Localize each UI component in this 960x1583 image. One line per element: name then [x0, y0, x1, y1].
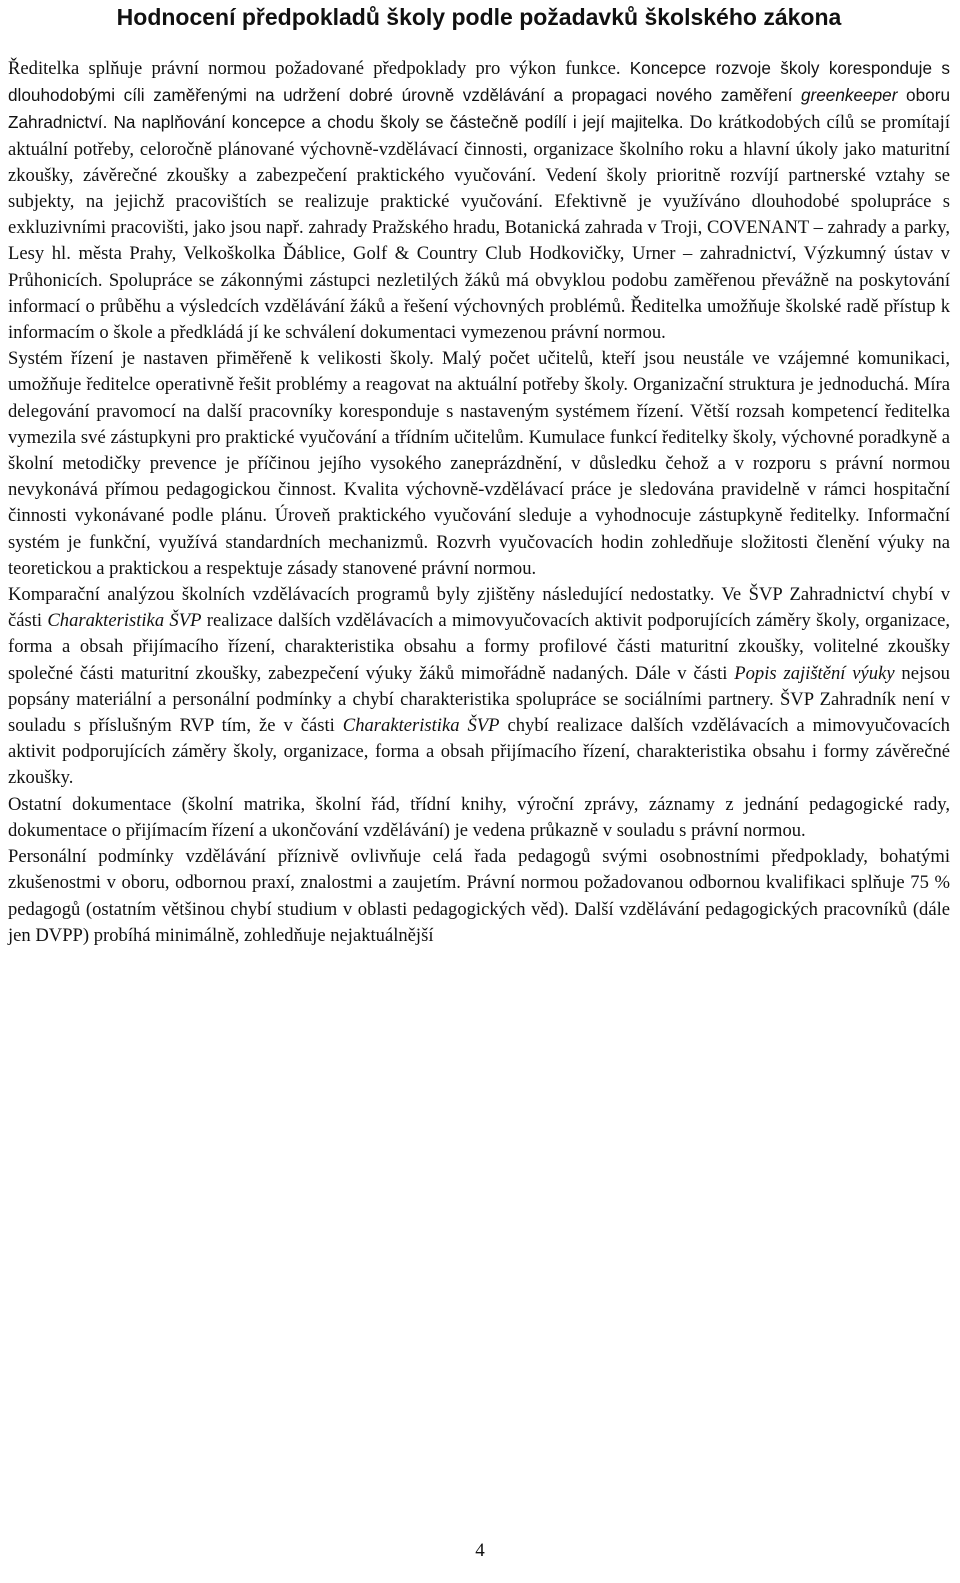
p3-italic-2: Popis zajištění výuky	[734, 662, 895, 684]
document-body	[8, 55, 950, 949]
p1-sentence-4: Do krátkodobých cílů se promítají aktuální potřeby, celoročně plánované výchovně-vzdělávací činnosti, organizace školního roku a hlavní úkoly jako maturitní zkoušky, závěrečné zkoušky a zabezpečení praktického vyučování.	[8, 112, 950, 186]
document-page	[8, 0, 950, 949]
p3-text-b: realizace dalších vzdělávacích a mimovyučovacích aktivit podporujících záměry školy, organizace, forma a obsah přijímacího řízení, charakteristika obsahu a formy profilové části maturitní zkoušky, volitelné zkoušky společné části maturitní zkoušky, zabezpečení výuky žáků mimořádně nadaných. Dále v části	[8, 610, 950, 684]
p1-sentence-7: zahrady Pražského hradu, Botanická zahrada v Troji, COVENANT – zahrady a parky, Lesy hl.	[8, 217, 950, 265]
paragraph-personnel: Personální podmínky vzdělávání příznivě ovlivňuje celá řada pedagogů svými osobnostními předpoklady, bohatými zkušenostmi v oboru, odbornou praxí, znalostmi a zaujetím. Právní normou požadovanou odbornou kvalifikaci splňuje 75 % pedagogů (ostatním většinou chybí studium v oblasti pedagogických věd). Další vzdělávání pedagogických pracovníků (dále jen DVPP) probíhá minimálně, zohledňuje nejaktuálnější	[8, 846, 950, 946]
paragraph-leadership	[8, 55, 950, 346]
paragraph-management: Systém řízení je nastaven přiměřeně k velikosti školy. Malý počet učitelů, kteří jsou neustále ve vzájemné komunikaci, umožňuje ředitelce operativně řešit problémy a reagovat na aktuální potřeby školy. Organizační struktura je jednoduchá. Míra delegování pravomocí na další pracovníky koresponduje s nastaveným systémem řízení. Větší rozsah kompetencí ředitelka vymezila své zástupkyni pro praktické vyučování a třídním učitelům. Kumulace funkcí ředitelky školy, výchovné poradkyně a školní metodičky prevence je příčinou jejího vysokého zaneprázdnění, v důsledku čehož a v rozporu s právní normou nevykonává přímou pedagogickou činnost. Kvalita výchovně-vzdělávací práce je sledována pravidelně v rámci hospitační činnosti vykonávané podle plánu. Úroveň praktického vyučování sleduje a vyhodnocuje zástupkyně ředitelky. Informační systém je funkční, využívá standardních mechanizmů. Rozvrh vyučovacích hodin zohledňuje složitosti členění výuky na teoretickou a praktickou a respektuje zásady stanovené právní normou.	[8, 348, 950, 579]
p3-text-c: nejsou popsány materiální a personální podmínky a chybí charakteristika spolupráce se sociálními partnery. ŠVP Zahradník není v souladu s příslušným RVP tím, že v části	[8, 662, 950, 737]
document-title: Hodnocení předpokladů školy podle požadavků školského zákona	[116, 4, 842, 30]
p1-sentence-6: Efektivně je využíváno dlouhodobé spolupráce s exkluzivními pracovišti, jako jsou např.	[8, 191, 950, 239]
p3-italic-3: Charakteristika ŠVP	[342, 715, 500, 737]
p3-text-d: chybí realizace dalších vzdělávacích a mimovyučovacích aktivit podporujících záměry školy, organizace, forma a obsah přijímacího řízení, charakteristika obsahu i formy závěrečné zkoušky.	[8, 715, 950, 789]
page-number: 4	[475, 1540, 485, 1561]
p1-italic-term: greenkeeper	[800, 85, 898, 106]
p1-sentence-8: města Prahy, Velkoškolka Ďáblice, Golf & Country Club Hodkovičky, Urner – zahradnictví, Výzkumný ústav v Průhonicích. Spolupráce se zákonnými zástupci nezletilých žáků má obvyklou podobu zaměřenou převážně na poskytování informací o průběhu a výsledcích vzdělávání žáků a řešení výchovných problémů. Ředitelka umožňuje školské radě přístup k informacím o škole a předkládá jí ke schválení dokumentaci vymezenou právní normou.	[8, 243, 950, 344]
paragraph-documentation: Ostatní dokumentace (školní matrika, školní řád, třídní knihy, výroční zprávy, záznamy z jednání pedagogické rady, dokumentace o přijímacím řízení a ukončování vzdělávání) je vedena průkazně v souladu s právní normou.	[8, 793, 950, 841]
p3-text-a: Komparační analýzou školních vzdělávacích programů byly zjištěny následující nedostatky. Ve ŠVP Zahradnictví chybí v části	[8, 584, 950, 632]
p1-sentence-5: Vedení školy prioritně rozvíjí partnerské vztahy se subjekty, na jejichž pracovištích se realizuje praktické vyučování.	[8, 164, 950, 213]
p1-sentence-2: Koncepce rozvoje školy koresponduje s dlouhodobými cíli zaměřenými na udržení dobré úrovně vzdělávání a propagaci nového zaměření	[8, 58, 950, 106]
p1-sentence-1: Ředitelka splňuje právní normou požadované předpoklady pro výkon funkce.	[8, 58, 630, 79]
p1-sentence-3: oboru Zahradnictví. Na naplňování koncepce a chodu školy se částečně podílí i její majitelka.	[8, 85, 951, 133]
p3-italic-1: Charakteristika ŠVP	[47, 610, 202, 632]
paragraph-curriculum	[8, 582, 950, 792]
